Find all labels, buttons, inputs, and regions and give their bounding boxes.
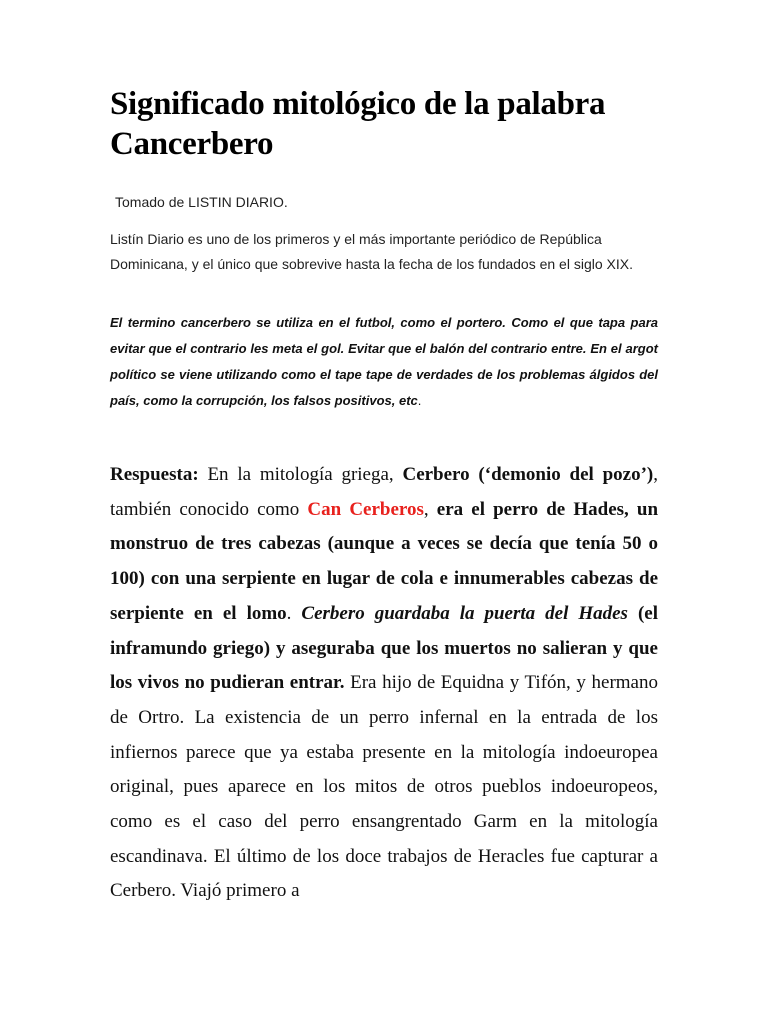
underworld-description: (el inframundo griego) y aseguraba que los muertos no salieran y que los vivos no pudieran entrar.: [110, 602, 659, 694]
hades-dog-description: era el perro de Hades, un monstruo de tres cabezas (aunque a veces se decía que tenía 50 o 100) con una serpiente en lugar de cola e innumerables cabezas de serpiente en el lomo: [110, 498, 659, 624]
answer-label: Respuesta:: [110, 464, 199, 485]
answer-text-2: , también conocido como: [110, 464, 659, 520]
cerbero-definition: Cerbero (‘demonio del pozo’): [402, 464, 654, 485]
quote-tail: .: [417, 393, 422, 408]
source-credit: Tomado de LISTIN DIARIO.: [115, 194, 288, 210]
article: [110, 84, 659, 902]
answer-text-1: En la mitología griega,: [198, 464, 403, 485]
answer-text-5: [628, 603, 638, 624]
quote-text: El termino cancerbero se utiliza en el futbol, como el portero. Como el que tapa para evitar que el contrario les meta el gol. Evitar que el balón del contrario entre. En el argot político se viene utilizando como el tape tape de verdades de los problemas álgidos del país, como la corrupción, los falsos positivos, etc: [110, 315, 658, 408]
answer-text-6: Era hijo de Equidna y Tifón, y hermano de Ortro. La existencia de un perro infernal en la entrada de los infiernos parece que ya estaba presente en la mitología indoeuropea original, pues aparece en los mitos de otros pueblos indoeuropeos, como es el caso del perro ensangrentado Garm en la mitología escandinava. El último de los doce trabajos de Heracles fue capturar a Cerbero. Viajó primero a: [110, 672, 658, 902]
article-title: Significado mitológico de la palabra Cancerbero: [110, 86, 606, 162]
can-cerberos-highlight: Can Cerberos: [307, 498, 424, 520]
quote-paragraph: [110, 310, 658, 414]
intro-paragraph: Listín Diario es uno de los primeros y el más importante periódico de República Dominicana, y el único que sobrevive hasta la fecha de los fundados en el siglo XIX.: [110, 231, 633, 272]
answer-text-4: .: [286, 602, 302, 624]
answer-text-3: ,: [423, 498, 437, 520]
answer-paragraph: [110, 458, 658, 909]
gate-guardian-phrase: Cerbero guardaba la puerta del Hades: [301, 602, 628, 624]
